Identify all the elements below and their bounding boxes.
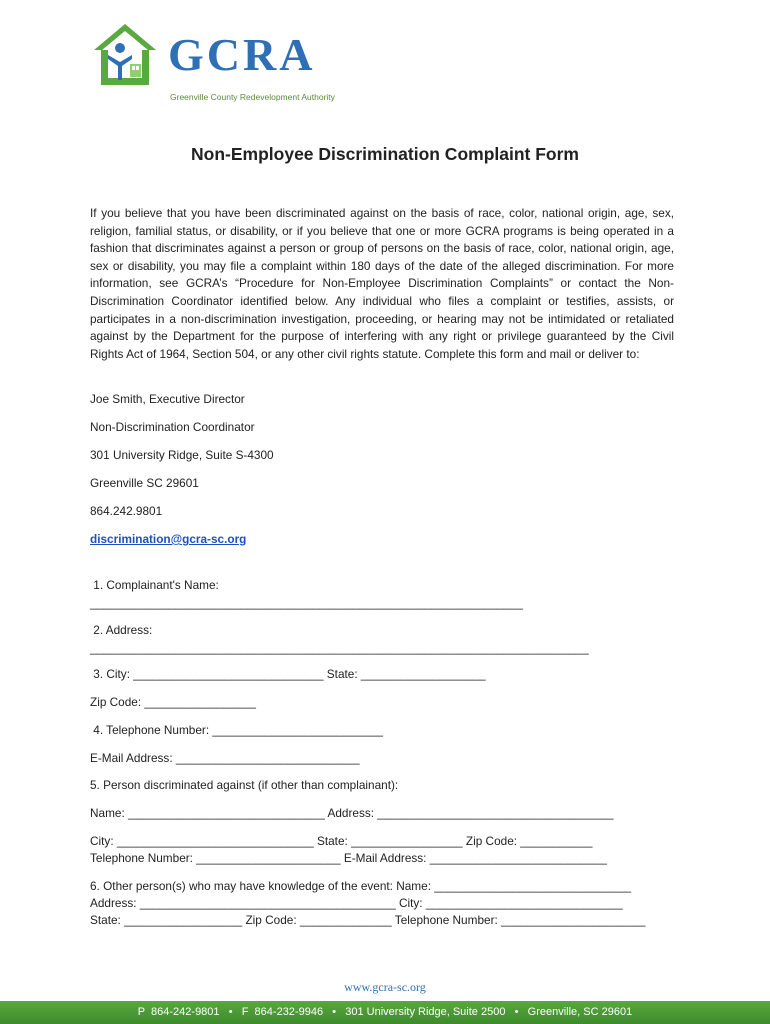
logo-subtitle: Greenville County Redevelopment Authority — [170, 92, 335, 102]
contact-phone: 864.242.9801 — [90, 504, 163, 518]
p5-name-address-field[interactable]: Name: ______________________________ Address: ____________________________________ — [90, 806, 614, 820]
person-discriminated-heading: 5. Person discriminated against (if other than complainant): — [90, 778, 399, 792]
contact-city: Greenville SC 29601 — [90, 476, 199, 490]
other-persons-field[interactable]: 6. Other person(s) who may have knowledge of the event: Name: ______________________________ — [90, 879, 632, 893]
email-address-field[interactable]: E-Mail Address: ____________________________ — [90, 751, 360, 765]
telephone-field[interactable]: 4. Telephone Number: __________________________ — [90, 723, 383, 737]
address-label: 2. Address: — [90, 623, 153, 637]
house-person-logo-icon — [92, 22, 158, 88]
intro-paragraph: If you believe that you have been discriminated against on the basis of race, color, national origin, age, sex, religion, familial status, or disability, or if you believe that one or more GCRA programs is being operated in a fashion that discriminates against a person or group of persons on the basis of race, color, national origin, age, sex or disability, you may file a complaint within 180 days of the date of the alleged discrimination. For more information, see GCRA’s “Procedure for Non-Employee Discrimination Complaints” or contact the Non-Discrimination Coordinator identified below. Any individual who files a complaint or testifies, assists, or participates in a non-discrimination investigation, proceeding, or hearing may not be intimidated or retaliated against by the Department for the purpose of interfering with any right or privilege guaranteed by the Civil Rights Act of 1964, Section 504, or any other civil rights statute. Complete this form and mail or deliver to: — [90, 206, 674, 361]
logo-wordmark: GCRA — [168, 29, 316, 80]
address-field[interactable]: ____________________________________________________________________________ — [90, 641, 589, 655]
contact-name: Joe Smith, Executive Director — [90, 392, 245, 406]
city-state-field[interactable]: 3. City: _____________________________ State: ___________________ — [90, 667, 486, 681]
p6-state-zip-phone-field[interactable]: State: __________________ Zip Code: ______________ Telephone Number: ______________________ — [90, 913, 646, 927]
complainant-name-label: 1. Complainant's Name: — [90, 578, 219, 592]
footer-contact-info: P 864-242-9801 • F 864-232-9946 • 301 University Ridge, Suite 2500 • Greenville, SC 29601 — [137, 1006, 633, 1018]
contact-role: Non-Discrimination Coordinator — [90, 420, 255, 434]
zip-code-field[interactable]: Zip Code: _________________ — [90, 695, 256, 709]
form-title: Non-Employee Discrimination Complaint Form — [191, 144, 579, 164]
footer-website[interactable]: www.gcra-sc.org — [344, 980, 426, 994]
p6-address-city-field[interactable]: Address: _______________________________________ City: ______________________________ — [90, 896, 623, 910]
gcra-logo — [92, 22, 362, 108]
contact-email-link[interactable]: discrimination@gcra-sc.org — [90, 532, 247, 546]
p5-city-state-zip-field[interactable]: City: ______________________________ State: _________________ Zip Code: ___________ — [90, 834, 593, 848]
complainant-name-field[interactable]: __________________________________________________________________ — [90, 596, 524, 610]
contact-address: 301 University Ridge, Suite S-4300 — [90, 448, 274, 462]
p5-phone-email-field[interactable]: Telephone Number: ______________________ E-Mail Address: ___________________________ — [90, 851, 607, 865]
